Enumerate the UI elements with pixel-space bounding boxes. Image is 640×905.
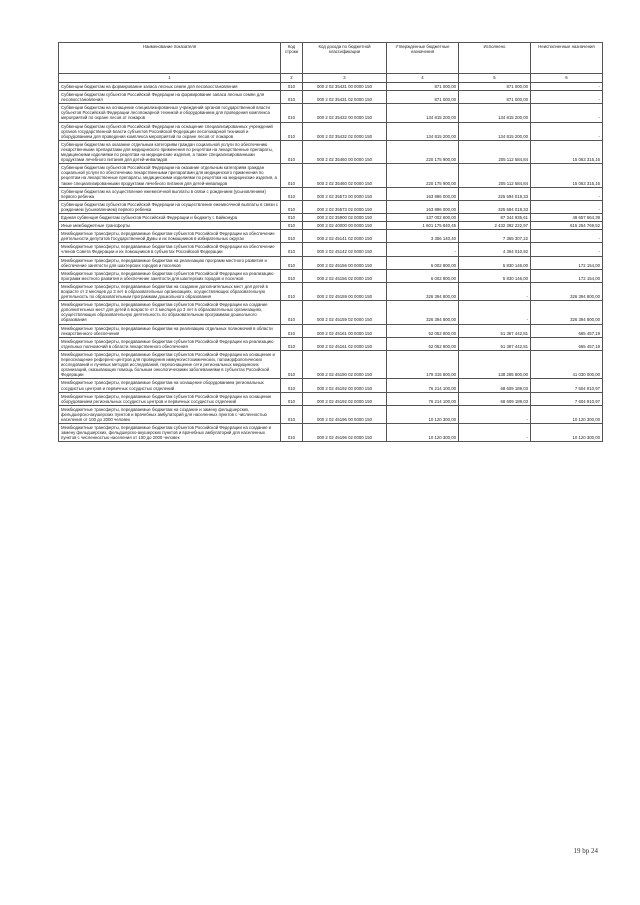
cell-executed: 5 830 146,00 <box>459 256 531 269</box>
table-row <box>59 122 603 140</box>
table-row <box>59 392 603 405</box>
cell-executed: 68 609 189,03 <box>459 379 531 392</box>
cell-unexecuted: - <box>531 187 603 200</box>
cell-indicator-name: Межбюджетные трансферты, передаваемые бюджетам субъектов Российской Федерации на обеспечение членов Совета Федерации и их помощников в субъектах Российской Федерации <box>59 243 281 256</box>
cell-line-code: 010 <box>281 337 303 350</box>
cell-unexecuted: 15 063 315,16 <box>531 164 603 187</box>
cell-income-code: 000 2 02 45192 02 0000 150 <box>303 392 387 405</box>
table-row <box>59 282 603 300</box>
cell-income-code: 000 2 02 45161 02 0000 150 <box>303 337 387 350</box>
cell-approved: 10 120 300,00 <box>387 424 459 442</box>
cell-unexecuted: - <box>531 91 603 104</box>
cell-indicator-name: Субвенции бюджетам на формирование запаса лесных семян для лесовосстановления <box>59 83 281 91</box>
cell-executed: - <box>459 405 531 423</box>
cell-executed: 871 000,00 <box>459 83 531 91</box>
column-header-unexecuted: Неисполненные назначения <box>531 43 603 74</box>
cell-executed: 205 112 584,84 <box>459 140 531 163</box>
cell-approved: 76 214 100,00 <box>387 392 459 405</box>
cell-unexecuted: - <box>531 230 603 243</box>
cell-approved: - <box>387 243 459 256</box>
cell-indicator-name: Иные межбюджетные трансферты <box>59 222 281 230</box>
table-row <box>59 301 603 324</box>
table-row <box>59 324 603 337</box>
cell-line-code: 010 <box>281 243 303 256</box>
cell-unexecuted: - <box>531 104 603 122</box>
budget-execution-table <box>58 42 603 442</box>
cell-approved: 220 175 900,00 <box>387 164 459 187</box>
cell-line-code: 010 <box>281 122 303 140</box>
cell-line-code: 010 <box>281 282 303 300</box>
table-row <box>59 83 603 91</box>
column-header-executed: Исполнено <box>459 43 531 74</box>
cell-executed: - <box>459 301 531 324</box>
cell-indicator-name: Межбюджетные трансферты, передаваемые бюджетам субъектов Российской Федерации на создание дополнительных мест для детей в возрасте от 2 месяцев до 3 лет в образовательных организациях, осуществляющих образовательную деятельность по образовательным программам дошкольного образования <box>59 301 281 324</box>
cell-line-code: 010 <box>281 269 303 282</box>
report-sheet <box>58 42 602 442</box>
cell-line-code: 010 <box>281 301 303 324</box>
cell-unexecuted: 665 457,19 <box>531 324 603 337</box>
cell-indicator-name: Межбюджетные трансферты, передаваемые бюджетам субъектов Российской Федерации на обеспечение деятельности депутатов Государственной Думы и их помощников в избирательных округах <box>59 230 281 243</box>
cell-approved: 326 394 800,00 <box>387 282 459 300</box>
cell-approved: 179 315 800,00 <box>387 350 459 378</box>
cell-indicator-name: Межбюджетные трансферты, передаваемые бюджетам на создание дополнительных мест для детей в возрасте от 2 месяцев до 3 лет в образовательных организациях, осуществляющих образовательную деятельность по образовательным программам дошкольного образования <box>59 282 281 300</box>
cell-indicator-name: Межбюджетные трансферты, передаваемые бюджетам на реализацию программ местного развития и обеспечение занятости для шахтерских городов и поселков <box>59 256 281 269</box>
cell-line-code: 010 <box>281 379 303 392</box>
cell-income-code: 000 2 02 35431 02 0000 150 <box>303 91 387 104</box>
cell-income-code: 000 2 02 35573 02 0000 150 <box>303 200 387 213</box>
cell-indicator-name: Межбюджетные трансферты, передаваемые бюджетам субъектов Российской Федерации на оснащение и переоснащение референс-центров для проведения иммуногистохимических, патоморфологических исследований и лучевых методов исследований, переоснащение сети региональных медицинских организаций, оказывающих помощь больным онкологическими заболеваниями в субъектах Российской Федерации <box>59 350 281 378</box>
cell-indicator-name: Межбюджетные трансферты, передаваемые бюджетам на создание и замену фельдшерских, фельдшерско-акушерских пунктов и врачебных амбулаторий для населенных пунктов с численностью населения от 100 до 2000 человек <box>59 405 281 423</box>
cell-income-code: 000 2 02 35460 00 0000 150 <box>303 140 387 163</box>
cell-income-code: 000 2 02 45196 00 0000 150 <box>303 405 387 423</box>
column-header-name: Наименование показателя <box>59 43 281 74</box>
cell-unexecuted: 41 030 000,00 <box>531 350 603 378</box>
cell-unexecuted: 49 657 664,39 <box>531 213 603 221</box>
cell-income-code: 000 2 02 45196 02 0000 150 <box>303 424 387 442</box>
cell-approved: 6 002 800,00 <box>387 256 459 269</box>
cell-executed: 871 000,00 <box>459 91 531 104</box>
cell-income-code: 000 2 02 45156 00 0000 150 <box>303 256 387 269</box>
cell-income-code: 000 2 02 45156 02 0000 150 <box>303 269 387 282</box>
cell-approved: 163 896 000,00 <box>387 200 459 213</box>
cell-income-code: 000 2 02 35900 02 0000 150 <box>303 213 387 221</box>
column-number: 3 <box>303 74 387 83</box>
cell-indicator-name: Субвенции бюджетам субъектов Российской Федерации на формирование запаса лесных семян для лесовосстановления <box>59 91 281 104</box>
cell-approved: 6 002 800,00 <box>387 269 459 282</box>
cell-income-code: 000 2 02 45159 00 0000 150 <box>303 282 387 300</box>
cell-approved: 1 601 175 840,45 <box>387 222 459 230</box>
cell-line-code: 010 <box>281 200 303 213</box>
column-number: 1 <box>59 74 281 83</box>
table-row <box>59 350 603 378</box>
cell-executed: 51 387 442,81 <box>459 337 531 350</box>
column-header-approved: Утвержденные бюджетные назначения <box>387 43 459 74</box>
cell-approved: 326 394 800,00 <box>387 301 459 324</box>
cell-indicator-name: Межбюджетные трансферты, передаваемые бюджетам на реализацию отдельных полномочий в области лекарственного обеспечения <box>59 324 281 337</box>
cell-income-code: 000 2 02 45159 02 0000 150 <box>303 301 387 324</box>
cell-line-code: 010 <box>281 222 303 230</box>
cell-executed: 134 815 200,00 <box>459 104 531 122</box>
table-row <box>59 213 603 221</box>
cell-approved: 871 000,00 <box>387 91 459 104</box>
cell-line-code: 010 <box>281 256 303 269</box>
cell-line-code: 010 <box>281 405 303 423</box>
cell-unexecuted: - <box>531 243 603 256</box>
cell-unexecuted: - <box>531 122 603 140</box>
column-header-line-code: Код строки <box>281 43 303 74</box>
cell-unexecuted: 172 154,00 <box>531 256 603 269</box>
table-row <box>59 405 603 423</box>
cell-unexecuted: - <box>531 83 603 91</box>
cell-unexecuted: 326 394 800,00 <box>531 301 603 324</box>
cell-executed: 51 387 442,81 <box>459 324 531 337</box>
cell-indicator-name: Межбюджетные трансферты, передаваемые бюджетам субъектов Российской Федерации на создание и замену фельдшерских, фельдшерско-акушерских пунктов и врачебных амбулаторий для населенных пунктов с численностью населения от 100 до 2000 человек <box>59 424 281 442</box>
table-body <box>59 83 603 442</box>
cell-line-code: 010 <box>281 213 303 221</box>
table-row <box>59 337 603 350</box>
cell-executed: 4 364 010,92 <box>459 243 531 256</box>
table-row <box>59 379 603 392</box>
cell-executed: 87 344 935,61 <box>459 213 531 221</box>
cell-line-code: 010 <box>281 392 303 405</box>
table-row <box>59 269 603 282</box>
cell-executed: 5 830 146,00 <box>459 269 531 282</box>
cell-unexecuted: 15 063 315,16 <box>531 140 603 163</box>
column-number: 5 <box>459 74 531 83</box>
cell-line-code: 010 <box>281 104 303 122</box>
cell-approved: 52 052 900,00 <box>387 337 459 350</box>
column-number-row <box>59 74 603 83</box>
cell-unexecuted: 10 120 300,00 <box>531 424 603 442</box>
cell-income-code: 000 2 02 35460 02 0000 150 <box>303 164 387 187</box>
cell-unexecuted: 7 604 910,97 <box>531 392 603 405</box>
cell-income-code: 000 2 02 45192 00 0000 150 <box>303 379 387 392</box>
cell-indicator-name: Межбюджетные трансферты, передаваемые бюджетам субъектов Российской Федерации на реализацию программ местного развития и обеспечение занятости для шахтерских городов и поселков <box>59 269 281 282</box>
cell-income-code: 000 2 02 45161 00 0000 150 <box>303 324 387 337</box>
cell-approved: 134 815 200,00 <box>387 122 459 140</box>
table-row <box>59 164 603 187</box>
cell-executed: 138 285 800,00 <box>459 350 531 378</box>
cell-line-code: 010 <box>281 230 303 243</box>
cell-unexecuted: 172 154,00 <box>531 269 603 282</box>
cell-line-code: 010 <box>281 424 303 442</box>
cell-approved: 871 000,00 <box>387 83 459 91</box>
table-row <box>59 424 603 442</box>
cell-income-code: 000 2 02 35573 00 0000 150 <box>303 187 387 200</box>
cell-indicator-name: Субвенции бюджетам субъектов Российской Федерации на осуществление ежемесячной выплаты в связи с рождением (усыновлением) первого ребенка <box>59 200 281 213</box>
cell-unexecuted: 10 120 300,00 <box>531 405 603 423</box>
cell-indicator-name: Субвенции бюджетам субъектов Российской Федерации на оснащение специализированных учреждений органов государственной власти субъектов Российской Федерации лесопожарной техникой и оборудованием для проведения комплекса мероприятий по охране лесов от пожаров <box>59 122 281 140</box>
cell-executed: 205 112 584,84 <box>459 164 531 187</box>
cell-indicator-name: Субвенции бюджетам на оказание отдельным категориям граждан социальной услуги по обеспечению лекарственными препаратами для медицинского применения по рецептам на лекарственные препараты, медицинскими изделиями по рецептам на медицинские изделия, а также специализированными продуктами лечебного питания для детей-инвалидов <box>59 140 281 163</box>
cell-unexecuted: 665 457,19 <box>531 337 603 350</box>
table-row <box>59 243 603 256</box>
cell-indicator-name: Межбюджетные трансферты, передаваемые бюджетам на оснащение оборудованием региональных сосудистых центров и первичных сосудистых отделений <box>59 379 281 392</box>
cell-line-code: 010 <box>281 187 303 200</box>
column-header-income-code: Код дохода по бюджетной классификации <box>303 43 387 74</box>
cell-unexecuted: 615 254 769,52 <box>531 222 603 230</box>
table-row <box>59 230 603 243</box>
cell-income-code: 000 2 02 45190 02 0000 150 <box>303 350 387 378</box>
cell-executed: - <box>459 282 531 300</box>
cell-approved: 163 896 000,00 <box>387 187 459 200</box>
cell-income-code: 000 2 02 35431 00 0000 150 <box>303 83 387 91</box>
cell-indicator-name: Межбюджетные трансферты, передаваемые бюджетам субъектов Российской Федерации на реализацию отдельных полномочий в области лекарственного обеспечения <box>59 337 281 350</box>
column-number: 6 <box>531 74 603 83</box>
cell-line-code: 010 <box>281 91 303 104</box>
cell-indicator-name: Единая субвенция бюджетам субъектов Российской Федерации и бюджету г. Байконура <box>59 213 281 221</box>
table-row <box>59 187 603 200</box>
cell-approved: 10 120 300,00 <box>387 405 459 423</box>
cell-line-code: 010 <box>281 324 303 337</box>
cell-approved: 3 356 140,40 <box>387 230 459 243</box>
column-number: 2 <box>281 74 303 83</box>
cell-approved: 220 175 900,00 <box>387 140 459 163</box>
cell-executed: 325 594 018,33 <box>459 187 531 200</box>
table-row <box>59 140 603 163</box>
cell-approved: 52 052 900,00 <box>387 324 459 337</box>
cell-executed: - <box>459 424 531 442</box>
table-row <box>59 256 603 269</box>
cell-indicator-name: Субвенции бюджетам на оснащение специализированных учреждений органов государственной власти субъектов Российской Федерации лесопожарной техникой и оборудованием для проведения комплекса мероприятий по охране лесов от пожаров <box>59 104 281 122</box>
table-row <box>59 200 603 213</box>
table-row <box>59 222 603 230</box>
cell-line-code: 010 <box>281 164 303 187</box>
cell-executed: 325 594 018,33 <box>459 200 531 213</box>
cell-indicator-name: Субвенции бюджетам на осуществление ежемесячной выплаты в связи с рождением (усыновлением) первого ребенка <box>59 187 281 200</box>
cell-approved: 76 214 100,00 <box>387 379 459 392</box>
table-row <box>59 91 603 104</box>
cell-line-code: 010 <box>281 140 303 163</box>
cell-unexecuted: 326 394 800,00 <box>531 282 603 300</box>
cell-income-code: 000 2 02 45141 02 0000 150 <box>303 230 387 243</box>
cell-approved: 134 815 200,00 <box>387 104 459 122</box>
header-row <box>59 43 603 74</box>
cell-income-code: 000 2 02 40000 00 0000 150 <box>303 222 387 230</box>
cell-line-code: 010 <box>281 350 303 378</box>
cell-executed: 68 609 189,03 <box>459 392 531 405</box>
cell-executed: 2 432 392 222,97 <box>459 222 531 230</box>
cell-unexecuted: 7 604 910,97 <box>531 379 603 392</box>
cell-income-code: 000 2 02 35432 02 0000 150 <box>303 122 387 140</box>
cell-income-code: 000 2 02 45142 02 0000 150 <box>303 243 387 256</box>
cell-indicator-name: Межбюджетные трансферты, передаваемые бюджетам субъектов Российской Федерации на оснащение оборудованием региональных сосудистых центров и первичных сосудистых отделений <box>59 392 281 405</box>
column-number: 4 <box>387 74 459 83</box>
cell-executed: 134 815 200,00 <box>459 122 531 140</box>
table-row <box>59 104 603 122</box>
cell-indicator-name: Субвенции бюджетам субъектов Российской Федерации на оказание отдельным категориям граждан социальной услуги по обеспечению лекарственными препаратами для медицинского применения по рецептам на лекарственные препараты, медицинскими изделиями по рецептам на медицинские изделия, а также специализированными продуктами лечебного питания для детей-инвалидов <box>59 164 281 187</box>
cell-unexecuted: - <box>531 200 603 213</box>
cell-executed: 7 365 307,22 <box>459 230 531 243</box>
cell-line-code: 010 <box>281 83 303 91</box>
cell-income-code: 000 2 02 35432 00 0000 150 <box>303 104 387 122</box>
cell-approved: 137 002 600,00 <box>387 213 459 221</box>
page-number: 19 bp 24 <box>573 847 598 855</box>
